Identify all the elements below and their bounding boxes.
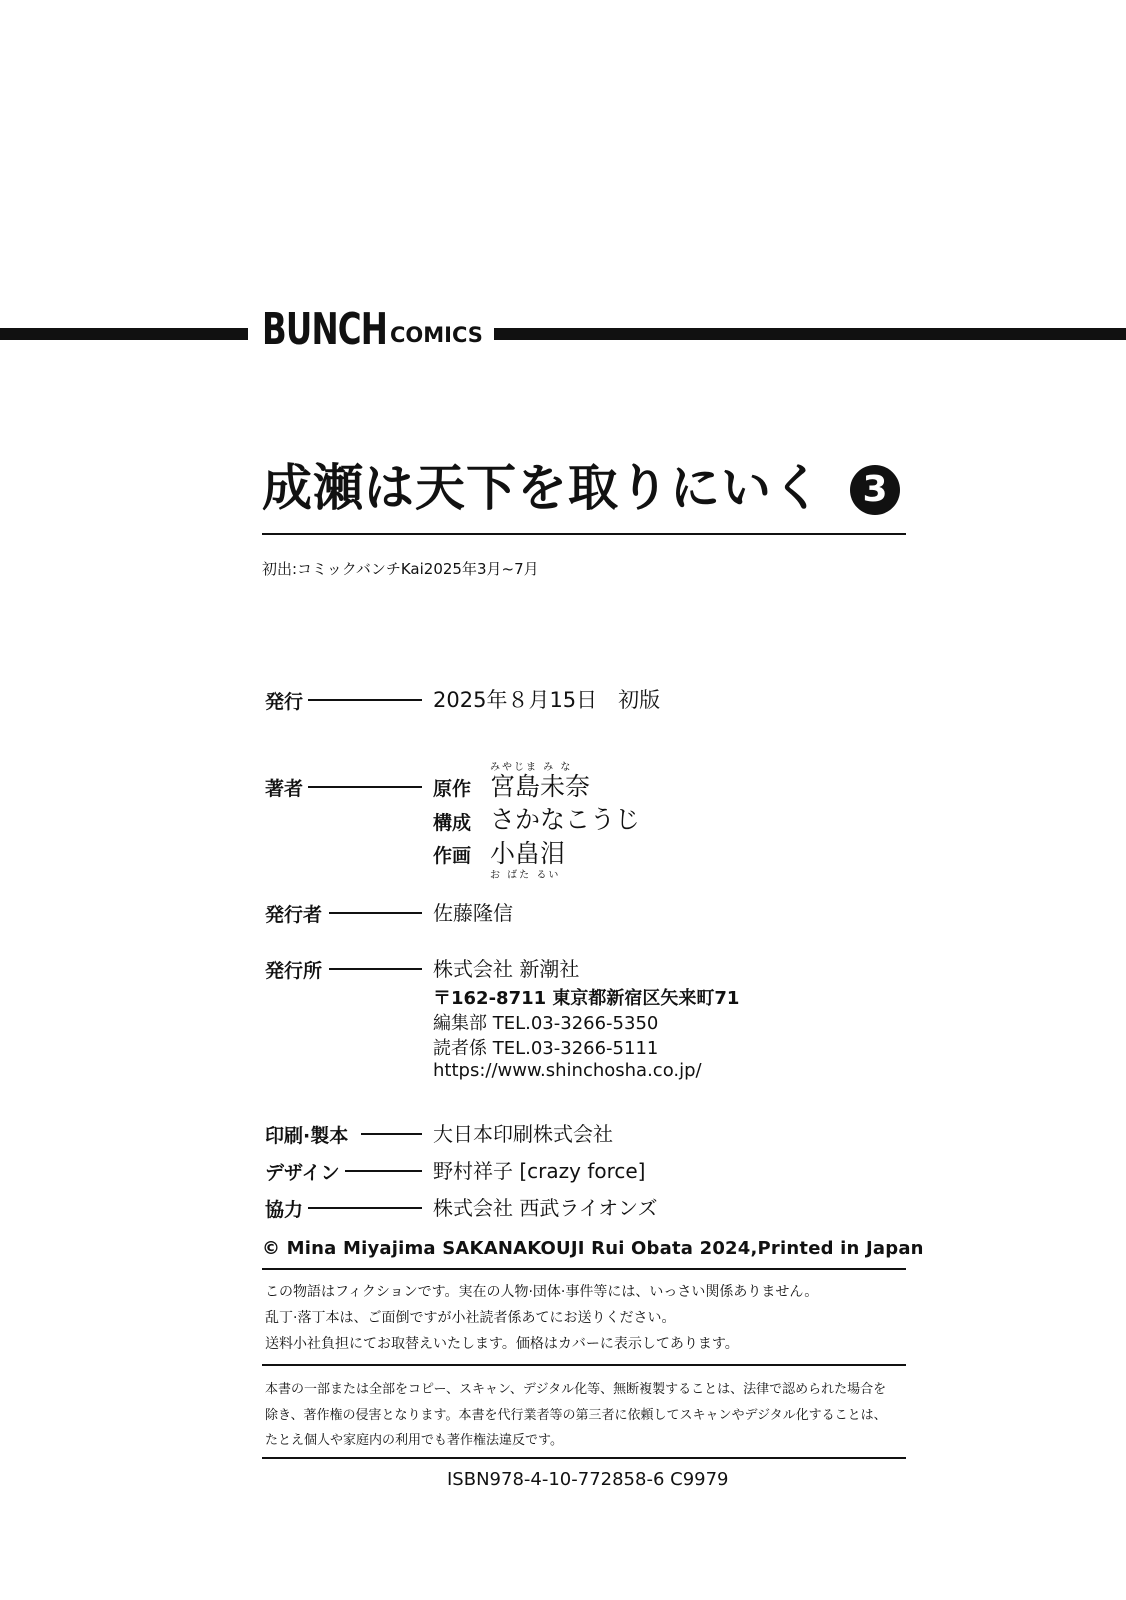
divider: [262, 1268, 906, 1270]
design-label: デザイン: [265, 1162, 340, 1184]
original-author: 宮島未奈: [490, 772, 591, 801]
book-title: 成瀬は天下を取りにいく: [262, 459, 823, 517]
issue-label: 発行: [265, 691, 304, 713]
leader-line: [345, 1170, 422, 1172]
notice-line: この物語はフィクションです。実在の人物·団体·事件等には、いっさい関係ありません。: [265, 1284, 819, 1300]
logo-main: BUNCH: [262, 304, 388, 355]
leader-line: [361, 1133, 422, 1135]
first-publication: 初出:コミックバンチKai2025年3月~7月: [262, 560, 539, 578]
leader-line: [329, 968, 422, 970]
publisher-person-label: 発行者: [265, 904, 323, 926]
volume-number: 3: [850, 465, 900, 515]
printing-label: 印刷·製本: [265, 1125, 349, 1147]
composition-role: 構成: [433, 812, 472, 834]
original-author-ruby: みやじま み な: [490, 762, 573, 773]
notice-line: 乱丁·落丁本は、ご面倒ですが小社読者係あてにお送りください。: [265, 1310, 676, 1326]
logo-sub: COMICS: [390, 323, 483, 347]
banner-rule-right: [494, 328, 1126, 340]
printing-company: 大日本印刷株式会社: [433, 1122, 613, 1146]
original-role: 原作: [433, 778, 472, 800]
divider: [262, 1457, 906, 1459]
art-author: 小畠泪: [490, 839, 566, 868]
cooperation-credit: 株式会社 西武ライオンズ: [433, 1196, 658, 1220]
notice-line: 除き、著作権の侵害となります。本書を代行業者等の第三者に依頼してスキャンやデジタル化することは、: [265, 1408, 887, 1423]
publisher-url[interactable]: https://www.shinchosha.co.jp/: [433, 1060, 702, 1081]
notice-line: 送料小社負担にてお取替えいたします。価格はカバーに表示してあります。: [265, 1336, 739, 1352]
notice-line: 本書の一部または全部をコピー、スキャン、デジタル化等、無断複製することは、法律で認められた場合を: [265, 1382, 887, 1397]
bunch-comics-logo: [262, 304, 483, 355]
leader-line: [329, 912, 422, 914]
composition-author: さかなこうじ: [490, 805, 641, 834]
title-rule: [262, 533, 906, 535]
leader-line: [308, 786, 422, 788]
banner-rule-left: [0, 328, 248, 340]
copyright-line: © Mina Miyajima SAKANAKOUJI Rui Obata 2024,Printed in Japan: [262, 1238, 924, 1259]
authors-label: 著者: [265, 778, 304, 800]
leader-line: [308, 1207, 422, 1209]
isbn: ISBN978-4-10-772858-6 C9979: [447, 1469, 729, 1490]
issue-date: 2025年８月15日 初版: [433, 688, 661, 712]
readers-phone: 読者係 TEL.03-3266-5111: [433, 1038, 659, 1059]
art-author-ruby: お ばた るい: [490, 870, 561, 881]
publisher-company: 株式会社 新潮社: [433, 957, 580, 981]
leader-line: [308, 699, 422, 701]
divider: [262, 1364, 906, 1366]
publisher-label: 発行所: [265, 960, 323, 982]
design-credit: 野村祥子 [crazy force]: [433, 1159, 646, 1183]
notice-line: たとえ個人や家庭内の利用でも著作権法違反です。: [265, 1433, 563, 1448]
cooperation-label: 協力: [265, 1199, 304, 1221]
publisher-address: 〒162-8711 東京都新宿区矢来町71: [433, 988, 740, 1009]
art-role: 作画: [433, 845, 472, 867]
publisher-person: 佐藤隆信: [433, 901, 513, 925]
editorial-phone: 編集部 TEL.03-3266-5350: [433, 1013, 659, 1034]
